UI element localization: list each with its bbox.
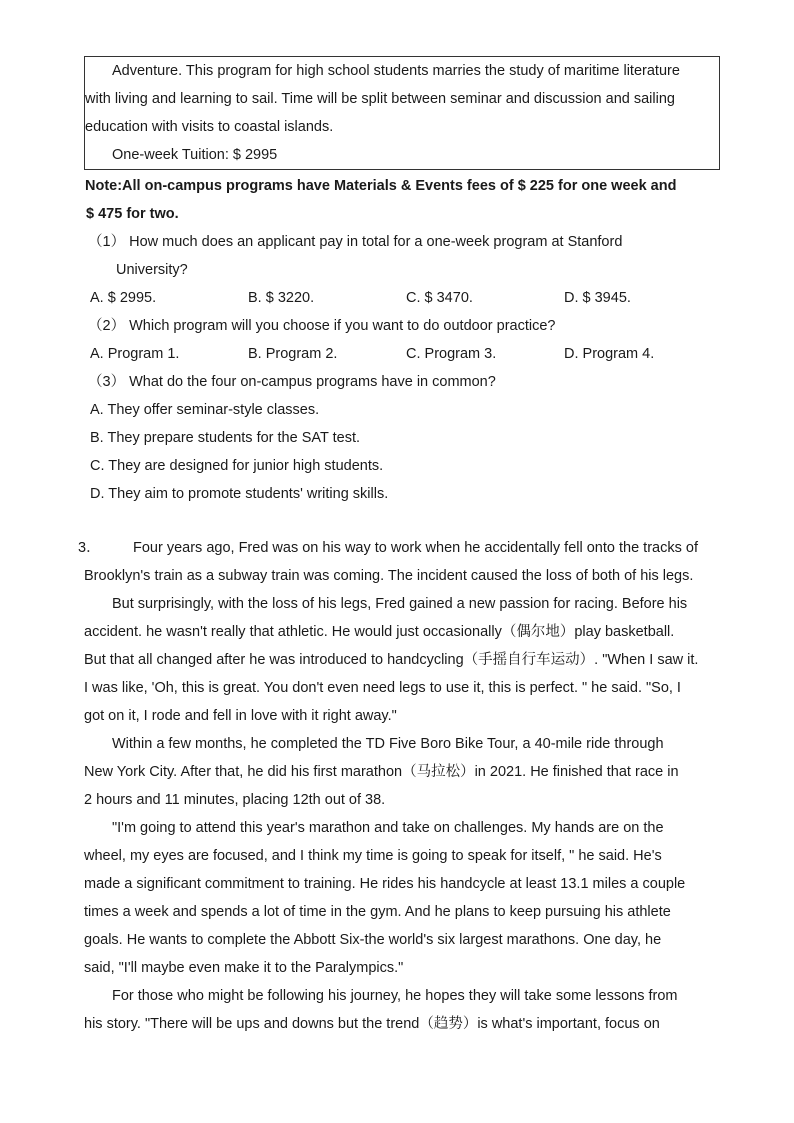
passage-line: with living and learning to sail. Time will be split between seminar and discussion and sailing [85,91,675,107]
question-number: （3） [88,374,126,390]
question-text-cont: University? [116,262,188,278]
article-line: Four years ago, Fred was on his way to work when he accidentally fell onto the tracks of [133,540,698,556]
article-line: 2 hours and 11 minutes, placing 12th out of 38. [84,792,386,808]
article-line: New York City. After that, he did his first marathon（马拉松）in 2021. He finished that race in [84,764,679,780]
article-line: "I'm going to attend this year's marathon and take on challenges. My hands are on the [112,820,664,836]
question-text: Which program will you choose if you want to do outdoor practice? [129,318,556,334]
article-line: But that all changed after he was introduced to handcycling（手摇自行车运动）. "When I saw it. [84,652,699,668]
option-c[interactable]: C. They are designed for junior high students. [90,458,384,474]
question-number: （1） [88,234,126,250]
article-line: Within a few months, he completed the TD Five Boro Bike Tour, a 40-mile ride through [112,736,664,752]
article-line: said, "I'll maybe even make it to the Paralympics." [84,960,404,976]
note-line: $ 475 for two. [86,206,179,222]
question-1 [88,232,622,252]
option-a[interactable]: A. They offer seminar-style classes. [90,402,320,418]
option-a[interactable]: A. $ 2995. [90,290,157,306]
article-line: goals. He wants to complete the Abbott Six-the world's six largest marathons. One day, he [84,932,662,948]
option-c[interactable]: C. Program 3. [406,346,497,362]
question-number: （2） [88,318,126,334]
article-line: got on it, I rode and fell in love with it right away." [84,708,397,724]
article-line: accident. he wasn't really that athletic. He would just occasionally（偶尔地）play basketball. [84,624,675,640]
option-a[interactable]: A. Program 1. [90,346,180,362]
option-d[interactable]: D. They aim to promote students' writing skills. [90,486,389,502]
option-b[interactable]: B. Program 2. [248,346,338,362]
note-line: Note:All on-campus programs have Materials & Events fees of $ 225 for one week and [85,178,677,194]
passage-line: Adventure. This program for high school students marries the study of maritime literature [112,63,680,79]
article-line: times a week and spends a lot of time in the gym. And he plans to keep pursuing his athlete [84,904,671,920]
article-line: I was like, 'Oh, this is great. You don't even need legs to use it, this is perfect. " he said. "So, I [84,680,681,696]
option-b[interactable]: B. $ 3220. [248,290,315,306]
option-d[interactable]: D. Program 4. [564,346,655,362]
question-text: What do the four on-campus programs have in common? [129,374,496,390]
article-line: Brooklyn's train as a subway train was coming. The incident caused the loss of both of his legs. [84,568,694,584]
question-text: How much does an applicant pay in total for a one-week program at Stanford [129,234,623,250]
article-line: made a significant commitment to training. He rides his handcycle at least 13.1 miles a couple [84,876,686,892]
question-3 [88,372,496,392]
article-line: wheel, my eyes are focused, and I think my time is going to speak for itself, " he said. He's [84,848,662,864]
option-d[interactable]: D. $ 3945. [564,290,631,306]
article-number: 3． [78,540,101,556]
option-c[interactable]: C. $ 3470. [406,290,473,306]
passage-line: education with visits to coastal islands. [85,119,334,135]
option-b[interactable]: B. They prepare students for the SAT test. [90,430,361,446]
question-2 [88,316,555,336]
tuition-line: One-week Tuition: $ 2995 [112,147,278,163]
article-line: his story. "There will be ups and downs but the trend（趋势）is what's important, focus on [84,1016,660,1032]
article-line: For those who might be following his journey, he hopes they will take some lessons from [112,988,678,1004]
article-line: But surprisingly, with the loss of his legs, Fred gained a new passion for racing. Before his [112,596,688,612]
